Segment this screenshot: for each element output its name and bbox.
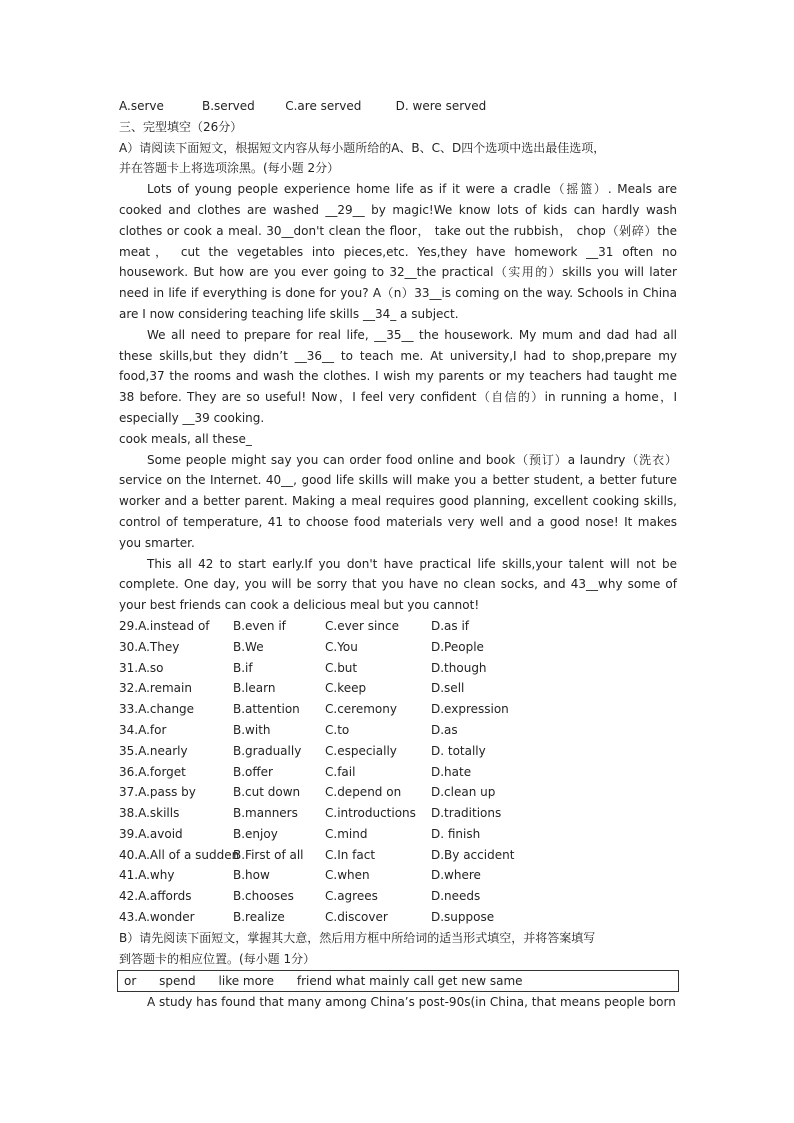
- option-d: D.hate: [431, 764, 472, 779]
- question-row: [119, 762, 677, 783]
- option-d: D.sell: [431, 681, 465, 696]
- option-c: C.depend on: [325, 785, 402, 800]
- option-c: C.ever since: [325, 618, 399, 633]
- option-d: D.clean up: [431, 785, 496, 800]
- option-b: B.We: [233, 639, 264, 654]
- question-row: [119, 637, 677, 658]
- option-d: D.expression: [431, 702, 509, 717]
- question-options-list: [119, 616, 677, 928]
- option-b: B.offer: [233, 764, 273, 779]
- option-a: 32.A.remain: [119, 681, 192, 696]
- option-d: D.though: [431, 660, 487, 675]
- question-row: [119, 907, 677, 928]
- option-c: C.ceremony: [325, 702, 397, 717]
- option-c: C.mind: [325, 826, 368, 841]
- option-d: D.needs: [431, 889, 481, 904]
- question-row: [119, 782, 677, 803]
- option-a: 39.A.avoid: [119, 826, 183, 841]
- question-row: [119, 803, 677, 824]
- option-a: 35.A.nearly: [119, 743, 188, 758]
- part-a-instruction-line1: A）请阅读下面短文，根据短文内容从每小题所给的A、B、C、D四个选项中选出最佳选项，: [119, 140, 606, 155]
- part-a-instruction-line2: 并在答题卡上将选项涂黑。(每小题 2分）: [119, 161, 340, 176]
- option-c: C.especially: [325, 743, 397, 758]
- option-d: D.where: [431, 868, 481, 883]
- option-d: D.People: [431, 639, 484, 654]
- option-a: 30.A.They: [119, 639, 180, 654]
- option-c: C.In fact: [325, 847, 376, 862]
- option-c: C.keep: [325, 681, 367, 696]
- option-a: 41.A.why: [119, 868, 175, 883]
- part-b-instruction-line2: 到答题卡的相应位置。(每小题 1分）: [119, 951, 316, 966]
- option-b: B.First of all: [233, 847, 304, 862]
- option-a: 36.A.forget: [119, 764, 186, 779]
- option-c: C.discover: [325, 910, 388, 925]
- passage-paragraph-2: We all need to prepare for real life, __35__ the housework. My mum and dad had all these skills,but they didn’t __36__ to teach me. At university,I had to shop,prepare my food,37 the rooms and wash the clothes. I wish my parents or my teachers had taught me 38 before. They are so useful! Now，I feel very confident（自信的）in running a home，I especially __39 cooking.: [119, 327, 677, 425]
- option-d: D. totally: [431, 743, 486, 758]
- passage-paragraph-3: Some people might say you can order food online and book（预订）a laundry（洗衣）service on the Internet. 40__, good life skills will make you a better student, a better future worker and a better parent. Making a meal requires good planning, excellent cooking skills, control of temperature, 41 to choose food materials very well and a good nose! It makes you smarter.: [119, 452, 677, 550]
- previous-question-options: A.serve B.served C.are served D. were served: [119, 99, 487, 113]
- question-row: [119, 865, 677, 886]
- option-a: 33.A.change: [119, 702, 195, 717]
- question-row: [119, 699, 677, 720]
- option-d: D.as if: [431, 618, 470, 633]
- option-a: 34.A.for: [119, 722, 167, 737]
- option-b: B.even if: [233, 618, 286, 633]
- option-b: B.cut down: [233, 785, 301, 800]
- option-b: B.if: [233, 660, 253, 675]
- question-row: [119, 886, 677, 907]
- question-row: [119, 845, 677, 866]
- option-b: B.learn: [233, 681, 276, 696]
- option-a: 40.A.All of a sudden: [119, 847, 240, 862]
- option-c: C.You: [325, 639, 358, 654]
- option-d: D.suppose: [431, 910, 495, 925]
- option-c: C.when: [325, 868, 370, 883]
- option-c: C.agrees: [325, 889, 378, 904]
- option-d: D.traditions: [431, 806, 502, 821]
- question-row: [119, 741, 677, 762]
- option-b: B.how: [233, 868, 270, 883]
- option-b: B.enjoy: [233, 826, 278, 841]
- option-b: B.with: [233, 722, 271, 737]
- option-d: D. finish: [431, 826, 481, 841]
- option-c: C.but: [325, 660, 358, 675]
- question-row: [119, 824, 677, 845]
- option-a: 42.A.affords: [119, 889, 192, 904]
- option-b: B.chooses: [233, 889, 294, 904]
- passage-stray-text: cook meals, all these_: [119, 431, 252, 446]
- question-row: [119, 658, 677, 679]
- section-title: 三、完型填空（26分）: [119, 119, 243, 134]
- question-row: [119, 678, 677, 699]
- option-c: C.fail: [325, 764, 356, 779]
- option-a: 43.A.wonder: [119, 910, 195, 925]
- option-a: 37.A.pass by: [119, 785, 196, 800]
- question-row: [119, 616, 677, 637]
- option-b: B.attention: [233, 702, 300, 717]
- part-b-passage: A study has found that many among China’s post-90s(in China, that means people born: [147, 995, 676, 1010]
- option-b: B.gradually: [233, 743, 302, 758]
- passage-paragraph-4: This all 42 to start early.If you don't have practical life skills,your talent will not be complete. One day, you will be sorry that you have no clean socks, and 43__why some of your best friends can cook a delicious meal but you cannot!: [119, 556, 677, 613]
- option-a: 38.A.skills: [119, 806, 180, 821]
- option-c: C.to: [325, 722, 350, 737]
- option-b: B.manners: [233, 806, 298, 821]
- option-a: 29.A.instead of: [119, 618, 210, 633]
- question-row: [119, 720, 677, 741]
- word-bank-box: or spend like more friend what mainly call get new same: [117, 970, 679, 992]
- option-d: D.By accident: [431, 847, 515, 862]
- option-d: D.as: [431, 722, 458, 737]
- option-b: B.realize: [233, 910, 285, 925]
- passage-paragraph-1: Lots of young people experience home life as if it were a cradle（摇篮）. Meals are cooked and clothes are washed __29__ by magic!We know lots of kids can hardly wash clothes or cook a meal. 30__don't clean the floor， take out the rubbish， chop（剁碎）the meat， cut the vegetables into pieces,etc. Yes,they have homework __31 often no housework. But how are you ever going to 32__the practical（实用的）skills you will later need in life if everything is done for you? A（n）33__is coming on the way. Schools in China are I now considering teaching life skills __34_ a subject.: [119, 182, 677, 321]
- option-a: 31.A.so: [119, 660, 164, 675]
- option-c: C.introductions: [325, 806, 416, 821]
- exam-page: [119, 96, 677, 1013]
- part-b-instruction-line1: B）请先阅读下面短文，掌握其大意，然后用方框中所给词的适当形式填空，并将答案填写: [119, 930, 596, 945]
